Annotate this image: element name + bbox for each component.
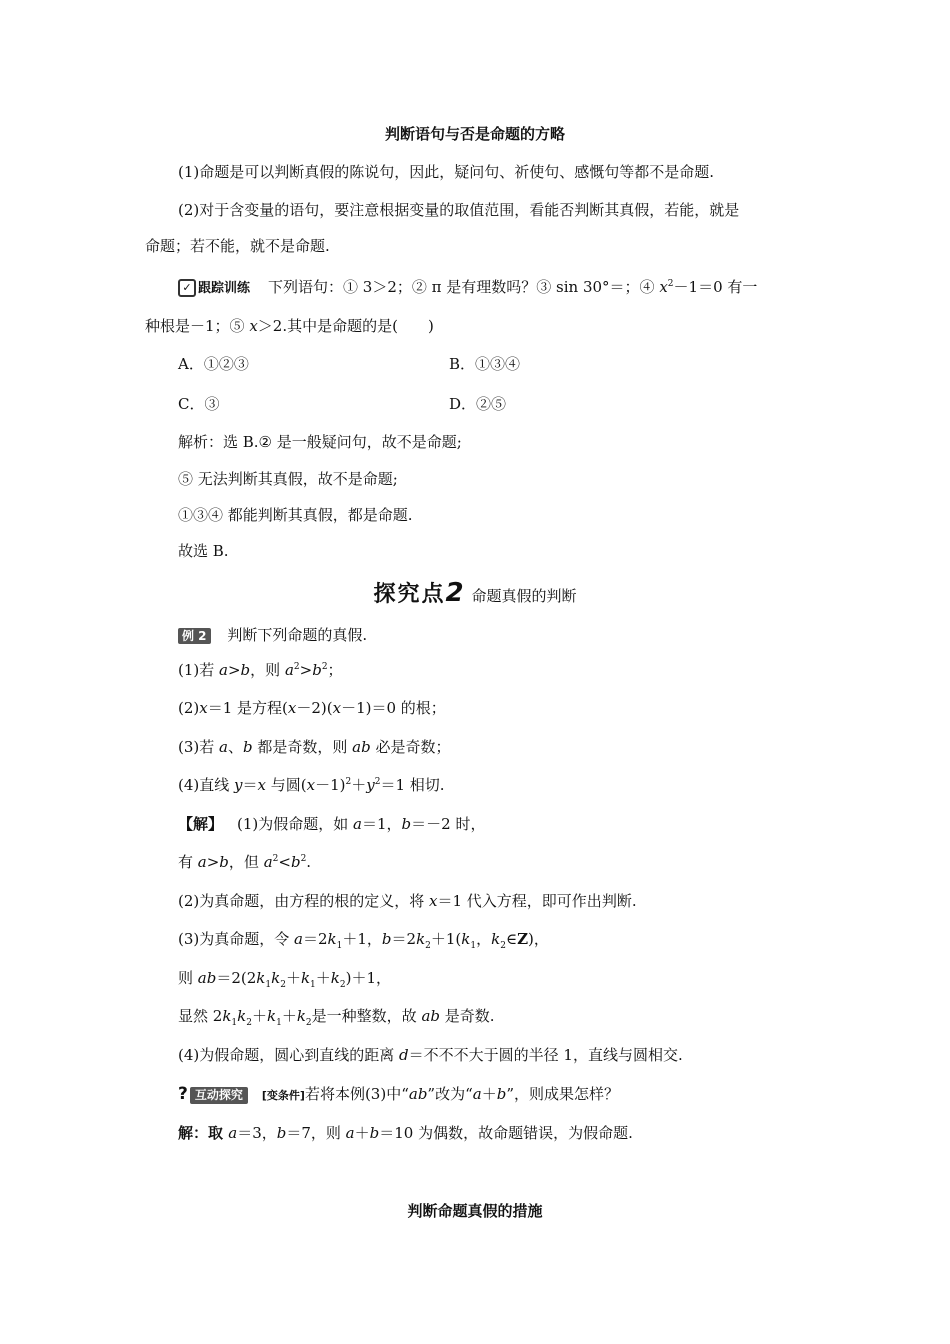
section-subtitle: 命题真假的判断	[471, 587, 577, 605]
exercise-solution-3: ①③④ 都能判断其真假，都是命题.	[178, 506, 413, 524]
interactive-answer: 解：取 a＝3，b＝7，则 a＋b＝10 为偶数，故命题错误，为假命题.	[178, 1124, 633, 1142]
heading-strategy: 判断语句与否是命题的方略	[384, 125, 565, 143]
example-item-1: (1)若 a>b，则 $a^2>b^2$；	[178, 661, 343, 679]
example-prompt	[178, 625, 367, 645]
example-item-3: (3)若 a、b 都是奇数，则 ab 必是奇数；	[178, 738, 451, 756]
option-d: D．②⑤	[449, 395, 507, 413]
interactive-tag: 互动探究	[190, 1087, 248, 1104]
solution-line-3: (2)为真命题，由方程的根的定义，将 x＝1 代入方程，即可作出判断.	[178, 892, 637, 910]
paragraph-1: (1)命题是可以判断真假的陈说句，因此，疑问句、祈使句、感慨句等都不是命题.	[178, 163, 715, 181]
example-badge: 例 2	[178, 628, 211, 644]
exercise-text: －1＝0 有一	[673, 278, 758, 296]
solution-line-5: 则 $ab=2(2k_1k_2+k_1+k_2)+1$，	[178, 969, 392, 990]
solution-label: 【解】	[178, 815, 224, 833]
solution-line-6: 显然 $2k_1k_2+k_1+k_2$是一种整数，故 ab 是奇数.	[178, 1007, 495, 1028]
exercise-solution-1: 解析：选 B.② 是一般疑问句，故不是命题;	[178, 433, 462, 451]
check-icon: ✓	[178, 279, 196, 297]
section-heading	[0, 578, 950, 611]
exercise-line-1	[178, 277, 757, 299]
exercise-text: 种根是－1；⑤	[145, 317, 250, 335]
condition-tag: [变条件]	[261, 1089, 305, 1102]
exercise-solution-4: 故选 B.	[178, 542, 229, 560]
heading-methods: 判断命题真假的措施	[407, 1202, 543, 1220]
solution-line-7: (4)为假命题，圆心到直线的距离 d＝不不不大于圆的半径 1，直线与圆相交.	[178, 1046, 683, 1064]
interactive-line: ? 互动探究 [变条件]若将本例(3)中“ab”改为“a＋b”，则成果怎样？	[178, 1084, 620, 1104]
example-text: 判断下列命题的真假.	[227, 626, 368, 644]
exercise-text: ＞2.其中是命题的是( )	[257, 317, 434, 335]
var-x: x	[659, 278, 668, 296]
exercise-text: 下列语句：① 3＞2；② π 是有理数吗？③ sin 30°＝；④	[268, 278, 660, 296]
paragraph-2a: (2)对于含变量的语句，要注意根据变量的取值范围，看能否判断其真假，若能，就是	[178, 201, 740, 219]
option-c: C．③	[178, 395, 220, 413]
example-item-4: (4)直线 y＝x 与圆$(x-1)^2+y^2=1$ 相切.	[178, 776, 445, 794]
question-icon: ?	[178, 1084, 188, 1104]
option-a: A．①②③	[178, 355, 249, 373]
exercise-solution-2: ⑤ 无法判断其真假，故不是命题;	[178, 470, 398, 488]
solution-line-1: 【解】 (1)为假命题，如 a＝1，b＝－2 时，	[178, 815, 486, 833]
section-number: 2	[445, 578, 464, 608]
var-x: x	[249, 317, 258, 335]
section-title: 探究点	[373, 582, 446, 607]
solution-line-4: (3)为真命题，令 $a=2k_1+1$，$b=2k_2+1(k_1$，$k_2\in Z$)，	[178, 930, 549, 951]
exercise-line-2	[145, 316, 434, 336]
paragraph-2b: 命题；若不能，就不是命题.	[145, 237, 330, 255]
solution-line-2: 有 a>b，但 $a^2<b^2$.	[178, 853, 312, 871]
exponent: 2	[667, 279, 674, 289]
example-item-2: (2)x＝1 是方程(x－2)(x－1)＝0 的根；	[178, 699, 446, 717]
option-b: B．①③④	[449, 355, 521, 373]
exercise-tag: 跟踪训练	[198, 281, 251, 296]
